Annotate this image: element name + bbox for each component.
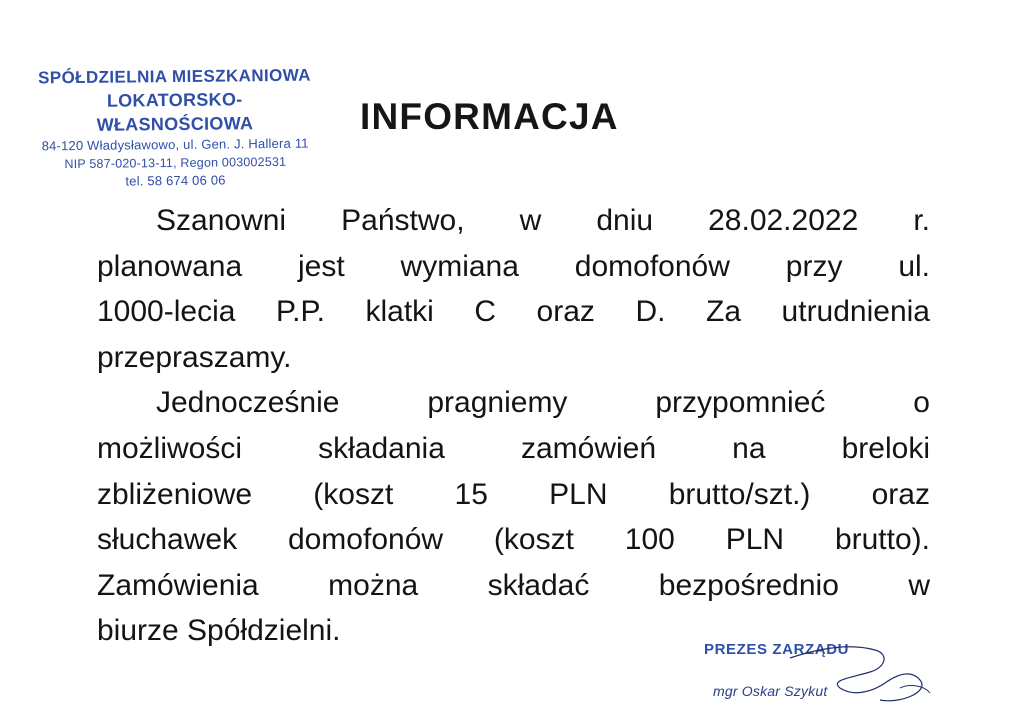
body-line: Zamówienia można składać bezpośrednio w [97,568,930,602]
body-line: 1000-lecia P.P. klatki C oraz D. Za utrudnienia [97,295,930,329]
cooperative-stamp [29,64,320,191]
notice-body [97,198,930,654]
body-line: słuchawek domofonów (koszt 100 PLN brutto). [97,523,930,557]
body-line: planowana jest wymiana domofonów przy ul. [97,249,930,283]
body-line: Szanowni Państwo, w dniu 28.02.2022 r. [156,204,930,237]
body-line: zbliżeniowe (koszt 15 PLN brutto/szt.) oraz [97,477,930,511]
stamp-line-phone: tel. 58 674 06 06 [125,172,226,189]
body-line: biurze Spółdzielni. [97,614,341,648]
stamp-line-nip-regon: NIP 587-020-13-11, Regon 003002531 [64,154,287,172]
body-line: przepraszamy. [97,340,292,374]
handwritten-signature [780,638,940,718]
stamp-line-address: 84-120 Władysławowo, ul. Gen. J. Hallera 11 [41,135,309,154]
stamp-line-type: LOKATORSKO-WŁASNOŚCIOWA [96,89,254,135]
stamp-line-name: SPÓŁDZIELNIA MIESZKANIOWA [37,65,311,88]
document-title: INFORMACJA [360,96,619,137]
body-line: Jednocześnie pragniemy przypomnieć o [156,386,930,420]
signature-name: mgr Oskar Szykut [713,683,828,699]
signature-role: PREZES ZARZĄDU [704,641,850,658]
body-line: możliwości składania zamówień na breloki [97,431,930,465]
